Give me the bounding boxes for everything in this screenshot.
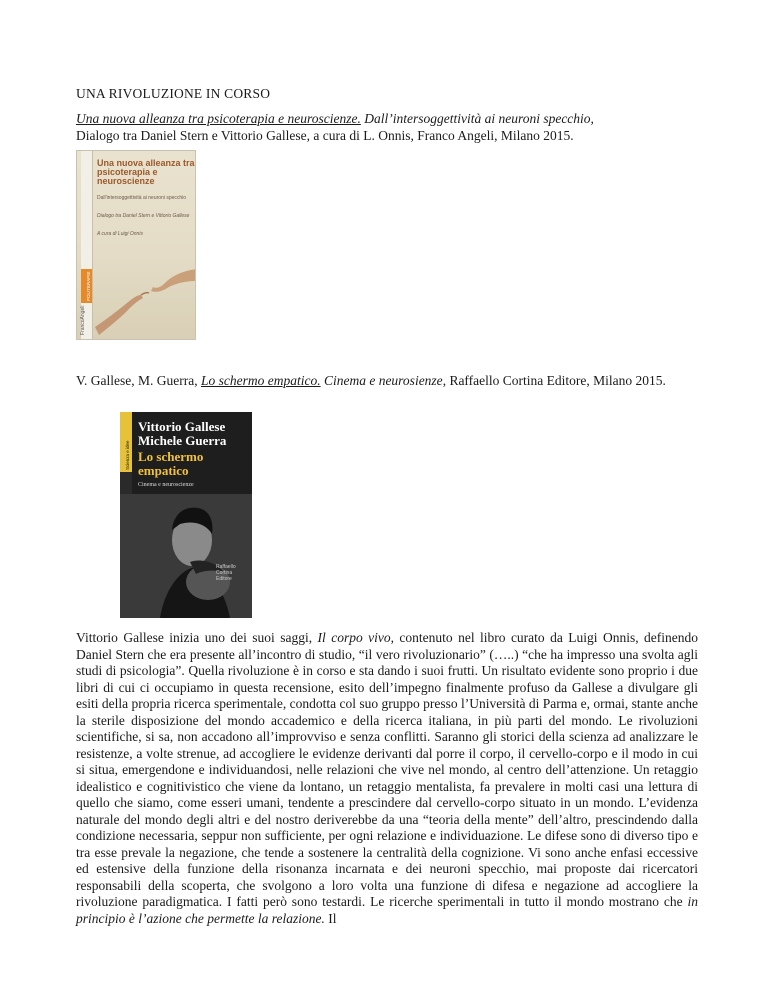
book-details-1: Dialogo tra Daniel Stern e Vittorio Gallese, a cura di L. Onnis, Franco Angeli, Milano 2015.	[76, 128, 574, 143]
book-cover-schermo-empatico	[120, 412, 252, 618]
cover1-series: POLITERAPIE	[86, 271, 91, 301]
key-phrase: in principio è l’azione che permette la relazione.	[76, 894, 698, 926]
review-paragraph: Vittorio Gallese inizia uno dei suoi saggi, Il corpo vivo, contenuto nel libro curato da Luigi Onnis, definendo Daniel Stern che era presente all’incontro di studio, “il vero rivoluzionario” (…..) “che ha impresso una svolta agli studi di psicologia”. Quella rivoluzione è in corso e sta dando i suoi frutti. Un risultato evidente sono proprio i due libri di cui ci occupiamo in questa recensione, esito dell’impegno finalmente profuso da Gallese a divulgare gli esiti della propria ricerca sperimentale, condotta col suo gruppo presso l’Università di Parma e, ormai, stante anche la sterile disposizione del mondo accademico e della ricerca italiana, in più parti del mondo. Le rivoluzioni scientifiche, si sa, non accadono all’improvviso e senza conflitti. Saranno gli storici della scienza ad analizzare le resistenze, a volte strenue, ad accogliere le evidenze derivanti dal porre il corpo, il cervello-corpo e il modo in cui si situa, emergendone e individuandosi, nelle relazioni che vive nel mondo, al centro dell’attenzione. Un retaggio idealistico e cognitivistico che viene da lontano, un retaggio mentalista, fa prevalere in molti casi una lettura di quello che siamo, come esseri umani, tendente a prescindere dal cervello-corpo situato in un mondo. L’evidenza naturale del mondo degli altri e del nostro deriverebbe da una “teoria della mente” dell’altro, prescindendo dalla condizione necessaria, seppur non sufficiente, per ogni relazione e individuazione. Le difese sono di diverso tipo e tra esse prevale la negazione, che tende a sostenere la centralità della cognizione. Vi sono anche enfasi eccessive ed estensive della funzione della risonanza incarnata e dei neuroni specchio, mai proposte dai ricercatori responsabili della scoperta, che svolgono a loro volta una funzione di difesa e negazione ad accogliere la rivoluzione paradigmatica. I fatti però sono testardi. Le ricerche sperimentali in tutto il mondo mostrano che in principio è l’azione che permette la relazione. Il	[76, 630, 698, 926]
hands-illustration	[77, 151, 196, 340]
cover1-publisher: FrancoAngeli	[80, 305, 86, 335]
book-subtitle-1: Dall’intersoggettività ai neuroni specchio,	[364, 111, 594, 126]
cover2-author-1: Vittorio Gallese	[138, 419, 226, 434]
cover2-author-2: Michele Guerra	[138, 433, 227, 448]
book-title-2: Lo schermo empatico.	[200, 373, 321, 388]
svg-text:Scienza e idee: Scienza e idee	[125, 440, 130, 470]
cover1-subtitle: Dall'intersoggettività ai neuroni specchio	[97, 195, 187, 201]
book-subtitle-2: Cinema e neurosienze	[323, 373, 443, 388]
book-reference-1	[76, 110, 696, 144]
cover2-subtitle: Cinema e neuroscienze	[138, 482, 194, 488]
book-details-2: , Raffaello Cortina Editore, Milano 2015.	[442, 373, 666, 388]
cover2-title-line-1: Lo schermo	[138, 449, 204, 464]
essay-title: Il corpo vivo	[317, 630, 391, 645]
cover2-title-line-2: empatico	[138, 463, 189, 478]
cover1-title: Una nuova alleanza tra psicoterapia e neuroscienze	[97, 158, 195, 186]
book-cover-nuova-alleanza	[76, 150, 196, 340]
book-reference-2	[76, 372, 696, 389]
cover1-curator: A cura di Luigi Onnis	[97, 231, 143, 237]
book-authors-2: V. Gallese, M. Guerra,	[76, 373, 198, 388]
cover1-dialogue: Dialogo tra Daniel Stern e Vittorio Gallese	[97, 213, 190, 219]
page-heading: UNA RIVOLUZIONE IN CORSO	[76, 86, 271, 101]
review-body	[76, 630, 698, 927]
cover2-publisher: Raffaello Cortina Editore	[216, 564, 236, 582]
book-title-1: Una nuova alleanza tra psicoterapia e neuroscienze.	[76, 111, 361, 126]
